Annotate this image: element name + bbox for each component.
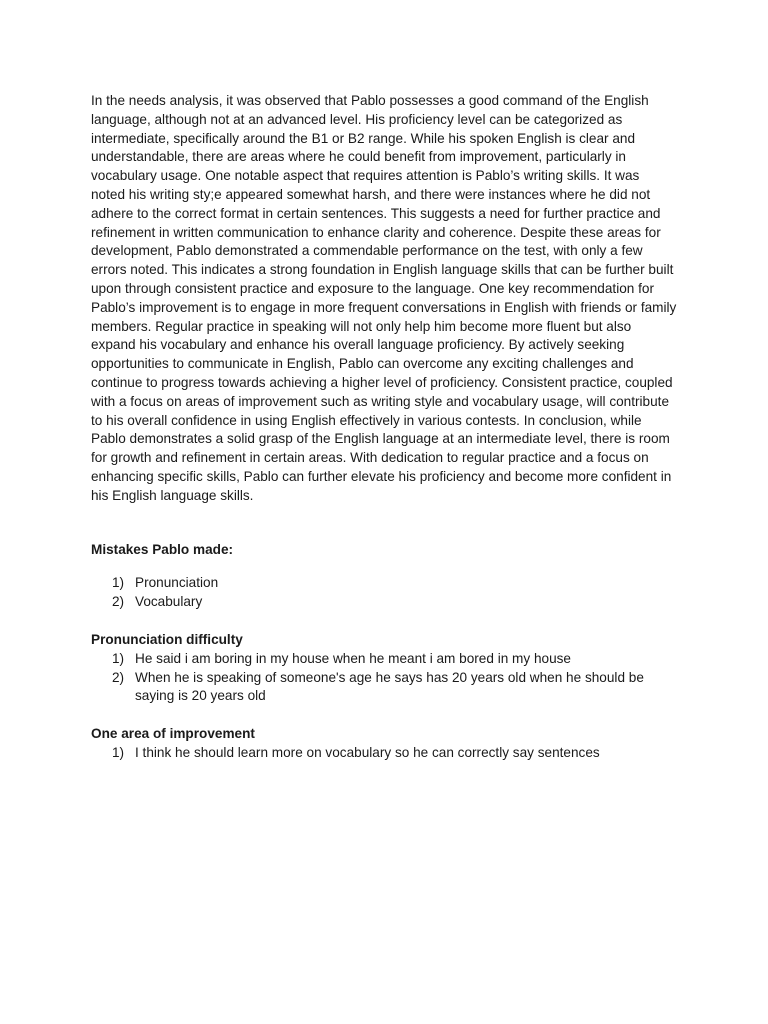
list-number: 2): [112, 669, 125, 685]
spacer: [91, 706, 677, 725]
list-number: 1): [112, 744, 125, 760]
pronunciation-heading: Pronunciation difficulty: [91, 631, 243, 647]
needs-analysis-paragraph: In the needs analysis, it was observed that Pablo possesses a good command of the English language, although not at an advanced level. His proficiency level can be categorized as intermediate, specifically around the B1 or B2 range. While his spoken English is clear and understandable, there are areas where he could benefit from improvement, particularly in vocabulary usage. One notable aspect that requires attention is Pablo’s writing skills. It was noted his writing sty;e appeared somewhat harsh, and there were instances where he did not adhere to the correct format in certain sentences. This suggests a need for further practice and refinement in written communication to enhance clarity and coherence. Despite these areas for development, Pablo demonstrated a commendable performance on the test, with only a few errors noted. This indicates a strong foundation in English language skills that can be further built upon through consistent practice and exposure to the language. One key recommendation for Pablo’s improvement is to engage in more frequent conversations in English with friends or family members. Regular practice in speaking will not only help him become more fluent but also expand his vocabulary and enhance his overall language proficiency. By actively seeking opportunities to communicate in English, Pablo can overcome any exciting challenges and continue to progress towards achieving a higher level of proficiency. Consistent practice, coupled with a focus on areas of improvement such as writing style and vocabulary usage, will contribute to his overall confidence in using English effectively in various contests. In conclusion, while Pablo demonstrates a solid grasp of the English language at an intermediate level, there is room for growth and refinement in certain areas. With dedication to regular practice and a focus on enhancing specific skills, Pablo can further elevate his proficiency and become more confident in his English language skills.: [91, 93, 677, 503]
list-number: 1): [112, 650, 125, 666]
list-item: [91, 650, 677, 669]
improvement-list: [91, 744, 677, 763]
list-item-text: He said i am boring in my house when he meant i am bored in my house: [135, 650, 571, 666]
pronunciation-list: [91, 650, 677, 706]
list-item-text: When he is speaking of someone's age he says has 20 years old when he should be saying is 20 years old: [135, 669, 644, 704]
spacer: [91, 506, 677, 541]
list-item-text: I think he should learn more on vocabulary so he can correctly say sentences: [135, 744, 600, 760]
mistakes-list: [91, 574, 677, 612]
list-item: [91, 574, 677, 593]
list-item: [91, 744, 677, 763]
list-number: 2): [112, 594, 125, 610]
mistakes-heading: Mistakes Pablo made:: [91, 541, 234, 557]
spacer: [91, 612, 677, 631]
spacer: [91, 559, 677, 574]
list-item: [91, 593, 677, 612]
list-number: 1): [112, 575, 125, 591]
improvement-heading: One area of improvement: [91, 726, 255, 742]
list-item-text: Vocabulary: [135, 594, 203, 610]
list-item-text: Pronunciation: [135, 575, 219, 591]
list-item: [91, 669, 677, 707]
document-body: [91, 92, 677, 763]
